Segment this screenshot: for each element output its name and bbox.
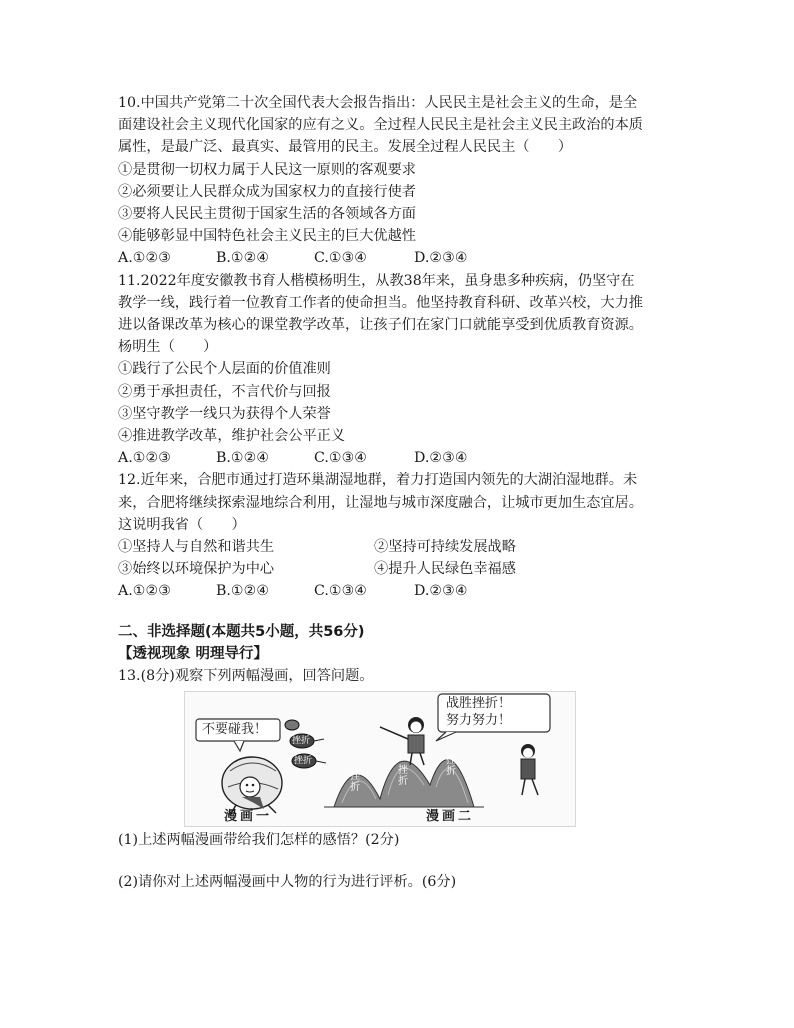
question-11 bbox=[118, 270, 708, 470]
question-12-items-row bbox=[118, 558, 708, 580]
question-12-item: ②坚持可持续发展战略 bbox=[374, 539, 516, 556]
option-c[interactable]: C.①③④ bbox=[314, 250, 368, 267]
question-12-item: ①坚持人与自然和谐共生 bbox=[118, 539, 275, 556]
question-11-stem-line: 进以备课改革为核心的课堂教学改革，让孩子们在家门口就能享受到优质教育资源。 bbox=[118, 317, 643, 334]
comic2-bubble-line2: 努力努力！ bbox=[446, 712, 512, 728]
option-b[interactable]: B.①②④ bbox=[216, 583, 270, 600]
question-10-stem-line: 10.中国共产党第二十次全国代表大会报告指出：人民民主是社会主义的生命，是全 bbox=[118, 95, 638, 111]
question-10-stem-line: 属性，是最广泛、最真实、最管用的民主。发展全过程人民民主（ ） bbox=[118, 139, 573, 156]
question-12-stem-line: 这说明我省（ ） bbox=[118, 516, 246, 533]
question-11-item: ④推进教学改革，维护社会公平正义 bbox=[118, 428, 346, 445]
question-10-item: ②必须要让人民群众成为国家权力的直接行使者 bbox=[118, 183, 416, 200]
option-c[interactable]: C.①③④ bbox=[314, 450, 368, 467]
question-11-stem-line: 11.2022年度安徽教书育人楷模杨明生，从教38年来，虽身患多种疾病，仍坚守在 bbox=[118, 272, 635, 289]
comic2-hill-label: 挫折 bbox=[350, 770, 360, 793]
question-12-options bbox=[118, 580, 708, 602]
question-10-options bbox=[118, 247, 708, 269]
option-b[interactable]: B.①②④ bbox=[216, 250, 270, 267]
question-10-stem-line: 面建设社会主义现代化国家的应有之义。全过程人民民主是社会主义民主政治的本质 bbox=[118, 117, 643, 134]
comic2-hill-label: 挫折 bbox=[398, 764, 408, 787]
question-13-sub-1: (1)上述两幅漫画带给我们怎样的感悟？(2分) bbox=[118, 831, 400, 848]
comic1-label: 漫画一 bbox=[224, 808, 273, 824]
question-13-sub-2: (2)请你对上述两幅漫画中人物的行为进行评析。(6分) bbox=[118, 874, 457, 891]
question-10-item: ③要将人民民主贯彻于国家生活的各领域各方面 bbox=[118, 206, 416, 223]
question-12-item: ③始终以环境保护为中心 bbox=[118, 561, 275, 578]
question-12-items-row bbox=[118, 536, 708, 558]
option-d[interactable]: D.②③④ bbox=[414, 583, 468, 600]
question-12-item: ④提升人民绿色幸福感 bbox=[374, 561, 516, 578]
comic2-bubble-line1: 战胜挫折！ bbox=[446, 695, 512, 711]
question-10-item: ①是贯彻一切权力属于人民这一原则的客观要求 bbox=[118, 161, 416, 178]
option-a[interactable]: A.①②③ bbox=[118, 583, 171, 600]
question-11-item: ③坚守教学一线只为获得个人荣誉 bbox=[118, 405, 331, 422]
option-d[interactable]: D.②③④ bbox=[414, 250, 468, 267]
option-b[interactable]: B.①②④ bbox=[216, 450, 270, 467]
option-a[interactable]: A.①②③ bbox=[118, 450, 171, 467]
exam-page bbox=[118, 92, 708, 893]
question-11-stem-line: 杨明生（ ） bbox=[118, 339, 218, 356]
section-title: 二、非选择题(本题共5小题，共56分) bbox=[118, 623, 365, 640]
comic2-label: 漫画二 bbox=[426, 808, 475, 824]
option-c[interactable]: C.①③④ bbox=[314, 583, 368, 600]
comic-figure bbox=[184, 691, 576, 827]
question-11-item: ②勇于承担责任，不言代价与回报 bbox=[118, 383, 331, 400]
question-12-stem-line: 12.近年来，合肥市通过打造环巢湖湿地群，着力打造国内领先的大湖泊湿地群。未 bbox=[118, 472, 638, 489]
question-10 bbox=[118, 92, 708, 270]
question-12-stem-line: 来，合肥将继续探索湿地综合利用，让湿地与城市深度融合，让城市更加生态宜居。 bbox=[118, 494, 643, 511]
question-10-item: ④能够彰显中国特色社会主义民主的巨大优越性 bbox=[118, 228, 416, 245]
question-13-stem: 13.(8分)观察下列两幅漫画，回答问题。 bbox=[118, 667, 374, 684]
question-12 bbox=[118, 469, 708, 602]
question-11-options bbox=[118, 447, 708, 469]
comic2-hill-label: 挫折 bbox=[446, 754, 456, 777]
comic1-tag: 挫折 bbox=[292, 735, 311, 746]
option-d[interactable]: D.②③④ bbox=[414, 450, 468, 467]
question-11-item: ①践行了公民个人层面的价值准则 bbox=[118, 361, 331, 378]
comic1-bubble-text: 不要碰我！ bbox=[202, 721, 268, 737]
question-11-stem-line: 教学一线，践行着一位教育工作者的使命担当。他坚持教育科研、改革兴校，大力推 bbox=[118, 294, 643, 311]
section-subtitle: 【透视现象 明理导行】 bbox=[118, 645, 269, 662]
comic1-tag: 挫折 bbox=[294, 755, 313, 766]
option-a[interactable]: A.①②③ bbox=[118, 250, 171, 267]
